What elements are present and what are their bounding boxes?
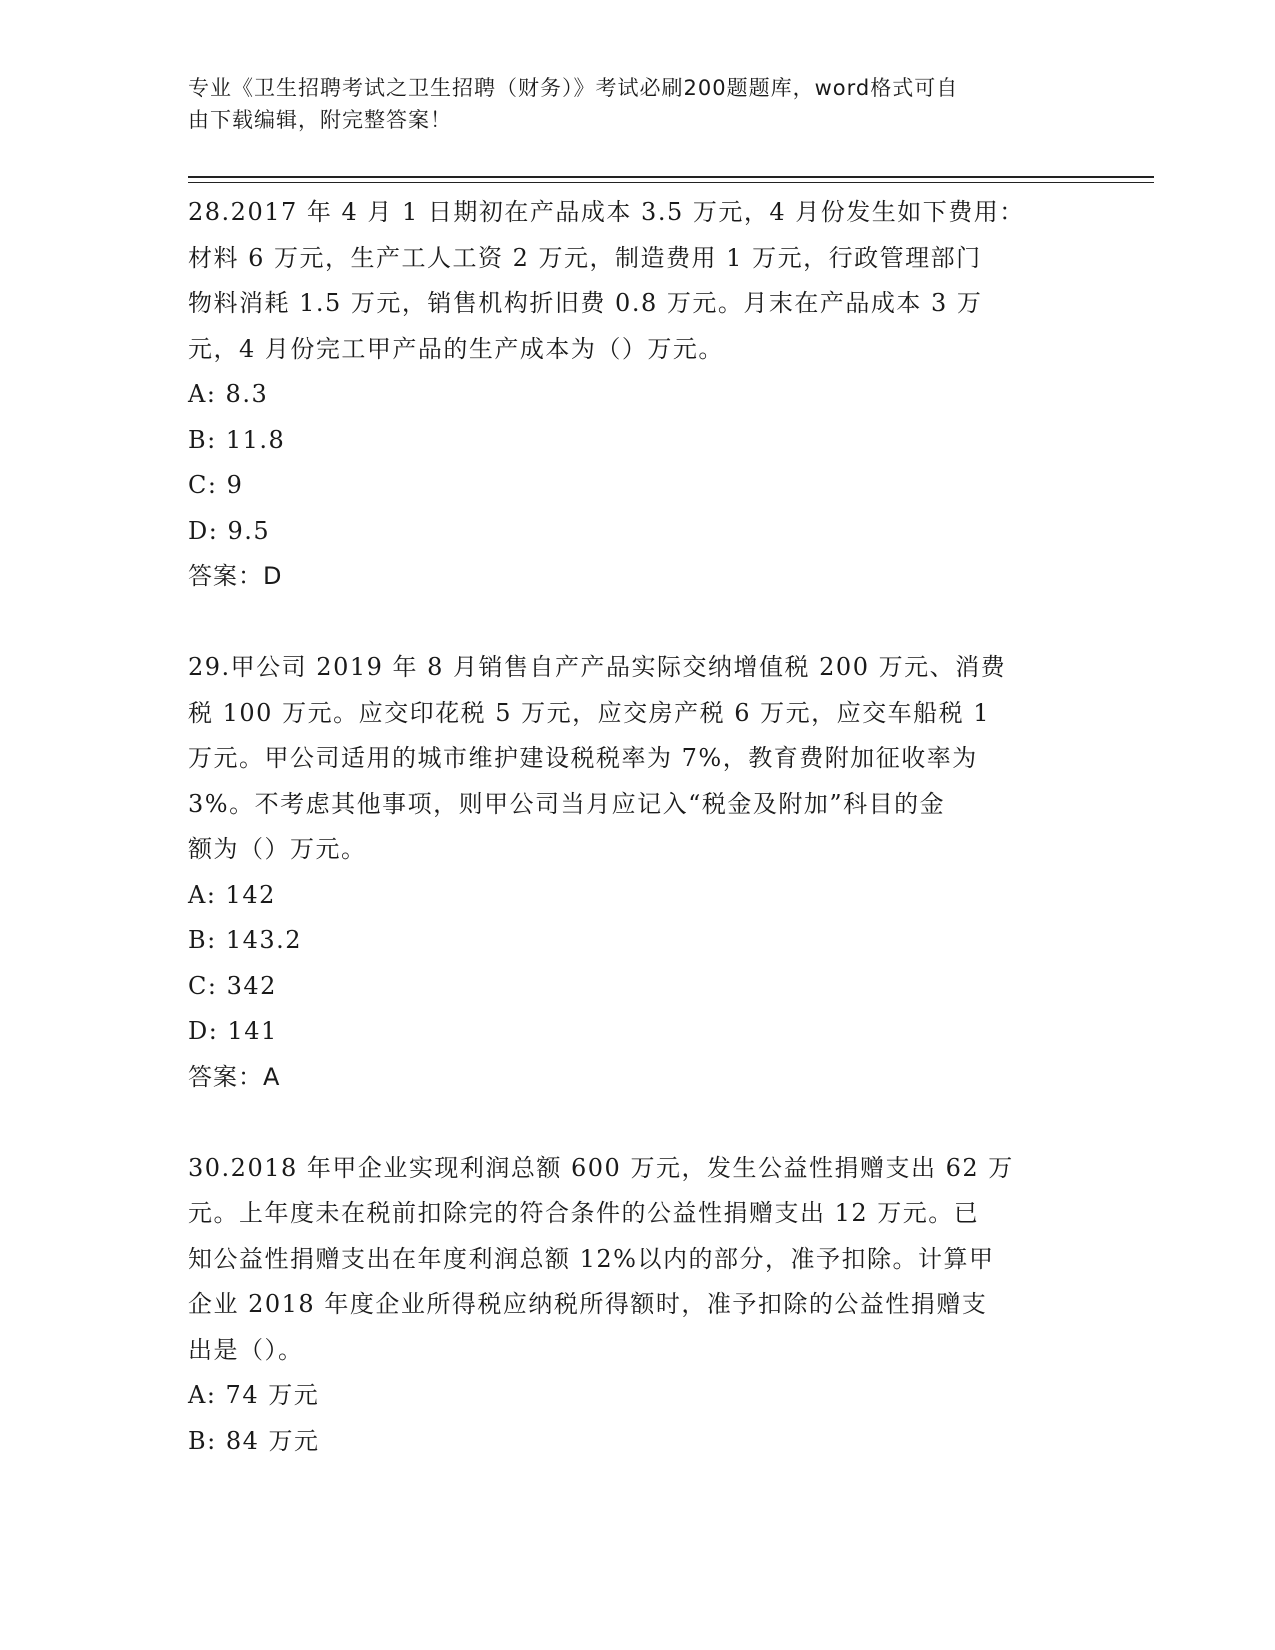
question-stem-line: 28.2017 年 4 月 1 日期初在产品成本 3.5 万元，4 月份发生如下费用：	[188, 198, 1025, 226]
option-d: D: 141	[188, 1017, 278, 1045]
question-stem-line: 知公益性捐赠支出在年度利润总额 12%以内的部分，准予扣除。计算甲	[188, 1244, 995, 1273]
option-b: B: 84 万元	[188, 1426, 320, 1455]
question-gap	[188, 1100, 1088, 1146]
question-stem-line: 30.2018 年甲企业实现利润总额 600 万元，发生公益性捐赠支出 62 万	[188, 1153, 1014, 1182]
option-c: C: 9	[188, 471, 244, 499]
question-item	[188, 1146, 1088, 1465]
question-stem-line: 29.甲公司 2019 年 8 月销售自产产品实际交纳增值税 200 万元、消费	[188, 653, 1007, 681]
option-b: B: 11.8	[188, 425, 286, 454]
question-stem-line: 元。上年度未在税前扣除完的符合条件的公益性捐赠支出 12 万元。已	[188, 1199, 980, 1227]
header-title-line-1: 专业《卫生招聘考试之卫生招聘（财务）》考试必刷200题题库，word格式可自	[188, 76, 959, 100]
answer-line: 答案：D	[188, 562, 283, 590]
option-c: C: 342	[188, 971, 277, 1000]
header-divider-thin	[188, 182, 1154, 183]
header-title-line-2: 由下载编辑，附完整答案！	[188, 108, 452, 132]
question-stem-line: 3%。不考虑其他事项，则甲公司当月应记入“税金及附加”科目的金	[188, 789, 946, 818]
answer-line: 答案：A	[188, 1062, 281, 1091]
question-stem-line: 材料 6 万元，生产工人工资 2 万元，制造费用 1 万元，行政管理部门	[188, 243, 982, 272]
question-stem-line: 万元。甲公司适用的城市维护建设税税率为 7%，教育费附加征收率为	[188, 744, 978, 772]
option-a: A: 142	[188, 880, 276, 909]
question-stem-line: 额为（）万元。	[188, 835, 367, 863]
option-b: B: 143.2	[188, 926, 303, 954]
question-list	[188, 190, 1088, 1464]
question-stem-line: 出是（）。	[188, 1335, 304, 1364]
question-stem-line: 企业 2018 年度企业所得税应纳税所得额时，准予扣除的公益性捐赠支	[188, 1290, 988, 1318]
question-gap	[188, 600, 1088, 646]
document-header	[188, 72, 1068, 136]
question-item	[188, 190, 1088, 600]
header-divider-thick	[188, 176, 1154, 178]
option-d: D: 9.5	[188, 516, 271, 545]
question-stem-line: 税 100 万元。应交印花税 5 万元，应交房产税 6 万元，应交车船税 1	[188, 698, 991, 727]
question-stem-line: 物料消耗 1.5 万元，销售机构折旧费 0.8 万元。月末在产品成本 3 万	[188, 289, 983, 317]
option-a: A: 8.3	[188, 380, 269, 408]
option-a: A: 74 万元	[188, 1381, 320, 1409]
question-stem-line: 元，4 月份完工甲产品的生产成本为（）万元。	[188, 334, 724, 363]
question-item	[188, 645, 1088, 1100]
